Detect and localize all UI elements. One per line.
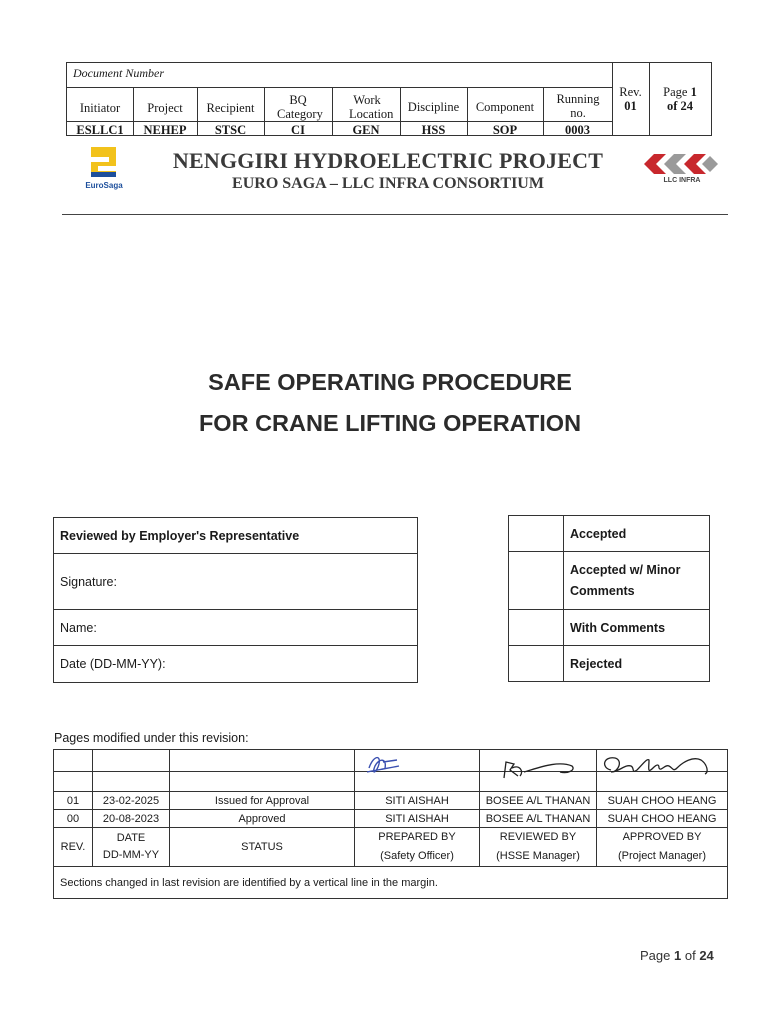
- accepted-checkbox: [509, 516, 564, 552]
- page-box: [649, 85, 711, 113]
- header-bq-category: BQ Category: [277, 93, 323, 121]
- rev-value: 01: [624, 99, 637, 113]
- prepared-cell: SITI AISHAH: [355, 792, 480, 810]
- signature-icon: [363, 750, 403, 782]
- project-title: NENGGIRI HYDROELECTRIC PROJECT: [172, 148, 604, 173]
- consortium-title: EURO SAGA – LLC INFRA CONSORTIUM: [232, 175, 544, 192]
- status-header: STATUS: [170, 828, 355, 867]
- signature-icon: [597, 750, 717, 780]
- reviewed-cell: BOSEE A/L THANAN: [480, 810, 597, 828]
- header-discipline: Discipline: [407, 100, 460, 114]
- prepared-cell: SITI AISHAH: [355, 810, 480, 828]
- status-cell: Issued for Approval: [170, 792, 355, 810]
- header-initiator: Initiator: [79, 101, 121, 115]
- option-rejected: Rejected: [564, 646, 710, 682]
- header-recipient: Recipient: [206, 101, 255, 115]
- option-accepted: Accepted: [564, 516, 710, 552]
- prepared-header: PREPARED BY (Safety Officer): [355, 828, 480, 867]
- approved-signature: [597, 772, 728, 792]
- rev-cell: 00: [54, 810, 93, 828]
- date-cell: 20-08-2023: [93, 810, 170, 828]
- page-number: 1: [690, 85, 697, 99]
- divider: [67, 121, 612, 122]
- revision-note: Sections changed in last revision are identified by a vertical line in the margin.: [54, 867, 728, 899]
- employer-review-table: [53, 517, 418, 683]
- value-work-location: GEN: [352, 123, 380, 137]
- footer-page-number: Page 1 of 24: [640, 948, 714, 963]
- llc-infra-logo-icon: [642, 152, 722, 176]
- acceptance-table: [508, 515, 710, 682]
- rev-cell: 01: [54, 792, 93, 810]
- review-heading: Reviewed by Employer's Representative: [54, 518, 418, 554]
- with-comments-checkbox: [509, 610, 564, 646]
- option-accepted-minor: Accepted w/ Minor Comments: [564, 552, 710, 610]
- accepted-minor-checkbox: [509, 552, 564, 610]
- rev-header: REV.: [54, 828, 93, 867]
- rev-label: Rev.: [619, 85, 642, 99]
- document-number-caption: Document Number: [73, 66, 164, 80]
- signature-icon: [498, 754, 588, 782]
- eurosaga-logo: [82, 145, 126, 195]
- llc-infra-logo-text: LLC INFRA: [663, 177, 701, 184]
- approved-header: APPROVED BY (Project Manager): [597, 828, 728, 867]
- signature-field: Signature:: [54, 554, 418, 610]
- pages-modified-label: Pages modified under this revision:: [54, 731, 249, 745]
- date-field: Date (DD-MM-YY):: [54, 646, 418, 683]
- value-initiator: ESLLC1: [76, 123, 124, 137]
- rejected-checkbox: [509, 646, 564, 682]
- document-title-line-2: FOR CRANE LIFTING OPERATION: [198, 410, 582, 436]
- date-cell: 23-02-2025: [93, 792, 170, 810]
- reviewed-signature: [480, 772, 597, 792]
- option-with-comments: With Comments: [564, 610, 710, 646]
- title-divider: [62, 214, 728, 215]
- approved-cell: SUAH CHOO HEANG: [597, 792, 728, 810]
- document-title: [120, 362, 660, 444]
- value-project: NEHEP: [143, 123, 187, 137]
- value-bq-category: CI: [291, 123, 305, 137]
- value-recipient: STSC: [214, 123, 247, 137]
- page-label: Page: [663, 85, 688, 99]
- value-component: SOP: [492, 123, 518, 137]
- header-project: Project: [147, 101, 183, 115]
- name-field: Name:: [54, 610, 418, 646]
- reviewed-header: REVIEWED BY (HSSE Manager): [480, 828, 597, 867]
- document-title-line-1: SAFE OPERATING PROCEDURE: [208, 369, 572, 395]
- status-cell: Approved: [170, 810, 355, 828]
- value-running-no: 0003: [565, 123, 590, 137]
- eurosaga-logo-text: EuroSaga: [85, 181, 123, 190]
- divider: [67, 87, 612, 88]
- value-discipline: HSS: [421, 123, 446, 137]
- approved-cell: SUAH CHOO HEANG: [597, 810, 728, 828]
- header-component: Component: [475, 100, 535, 114]
- reviewed-cell: BOSEE A/L THANAN: [480, 792, 597, 810]
- header-running-no: Running no.: [556, 92, 600, 120]
- header-work-location: Work Location: [349, 93, 394, 121]
- document-number-table: [66, 62, 712, 136]
- page-of: of 24: [666, 99, 694, 113]
- llc-infra-logo: [642, 152, 722, 188]
- prepared-signature: [355, 772, 480, 792]
- date-header: DATE DD-MM-YY: [93, 828, 170, 867]
- revision-table: [53, 749, 728, 899]
